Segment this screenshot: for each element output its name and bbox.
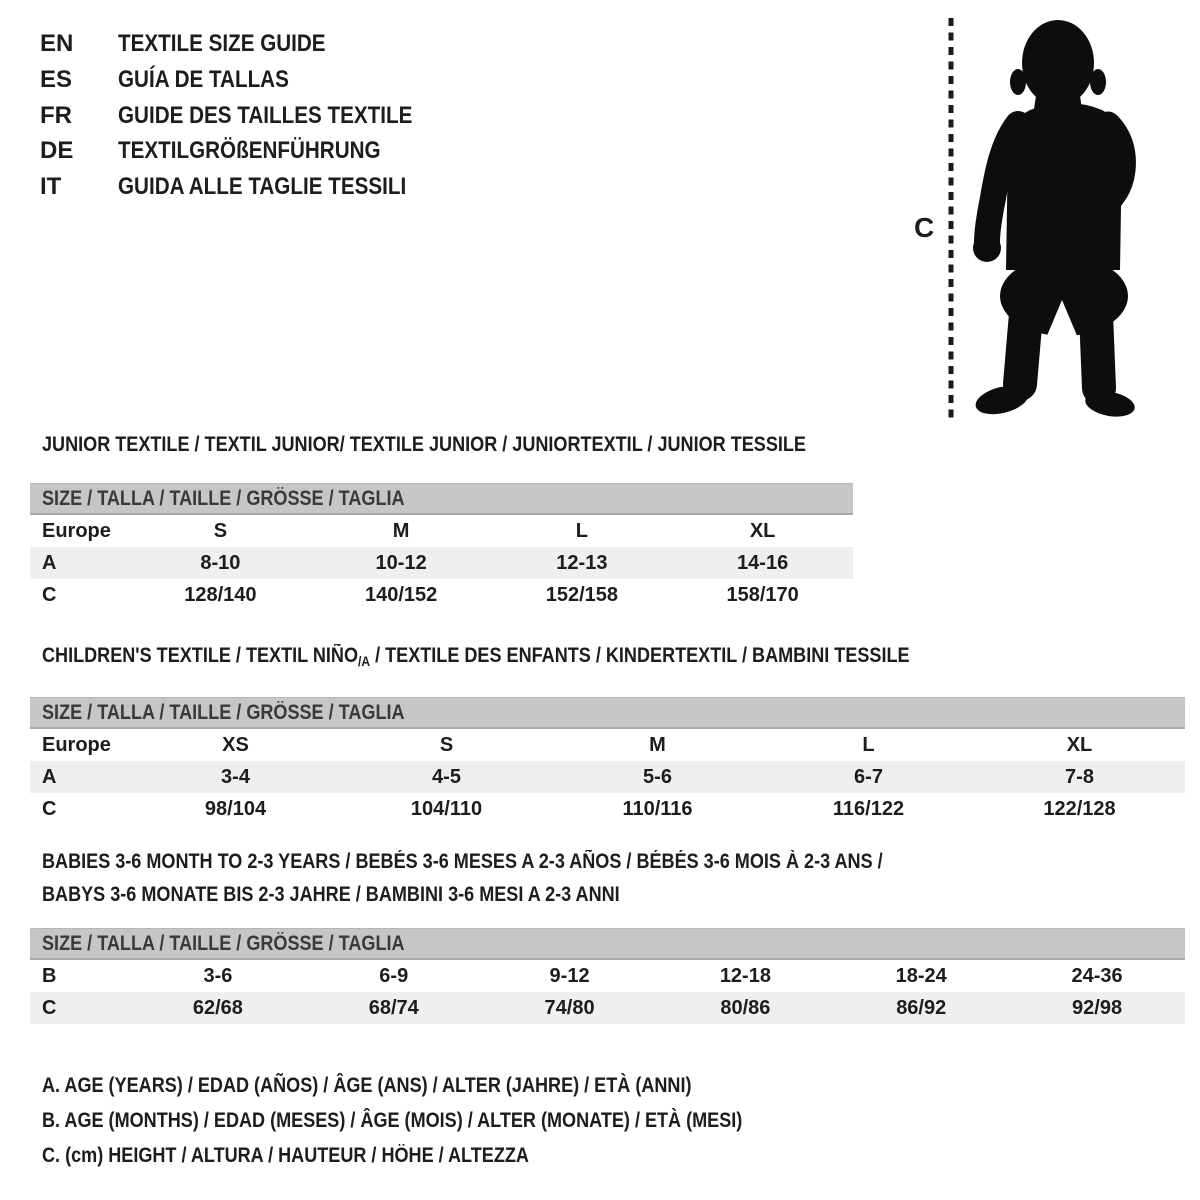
table-row [30,579,853,611]
junior-age-m: 10-12 [375,551,427,574]
babies-months-5: 18-24 [895,964,947,987]
junior-row-label-a: A [42,551,57,574]
table-row [30,729,1185,761]
junior-height-xl: 158/170 [726,583,799,606]
babies-months-3: 9-12 [549,964,590,987]
language-code-es: ES [40,65,73,93]
language-title-fr: GUIDE DES TAILLES TEXTILE [118,101,413,129]
childrens-height-xs: 98/104 [204,797,267,820]
junior-europe-m: M [392,519,410,542]
babies-row-label-c: C [42,996,57,1019]
junior-height-s: 128/140 [184,583,257,606]
nino-a-subscript: /A [358,653,371,669]
language-row-de [40,133,460,169]
junior-europe-l: L [575,519,588,542]
height-dashed-line [946,16,956,420]
babies-height-5: 86/92 [896,996,947,1019]
babies-size-header-bar: SIZE / TALLA / TAILLE / GRÖSSE / TAGLIA [30,928,1185,960]
junior-height-l: 152/158 [545,583,619,606]
legend-line-c: C. (cm) HEIGHT / ALTURA / HAUTEUR / HÖHE / ALTEZZA [42,1144,529,1167]
junior-age-l: 12-13 [556,551,608,574]
toddler-ear-left [1010,69,1026,95]
section-childrens-textile [30,643,1185,825]
language-title-en: TEXTILE SIZE GUIDE [118,30,326,57]
babies-size-table [30,960,1185,1024]
babies-row-label-b: B [42,964,57,987]
table-row [30,793,1185,825]
junior-size-table [30,515,853,611]
language-title-list [40,26,460,205]
language-code-fr: FR [40,101,72,129]
childrens-row-label-a: A [42,765,57,788]
childrens-height-xl: 122/128 [1043,797,1116,820]
table-row [30,547,853,579]
table-row [30,960,1185,992]
childrens-size-table [30,729,1185,825]
measurement-legend [42,1068,856,1173]
junior-europe-s: S [213,519,228,542]
childrens-europe-l: L [862,733,875,756]
childrens-row-label-c: C [42,797,57,820]
childrens-age-xs: 3-4 [221,765,250,788]
section-junior-textile [30,432,853,611]
babies-height-6: 92/98 [1072,996,1123,1019]
childrens-age-xl: 7-8 [1065,765,1094,788]
language-title-de: TEXTILGRÖßENFÜHRUNG [118,137,381,165]
childrens-europe-m: M [649,733,666,756]
toddler-leg-left [1020,314,1026,384]
childrens-age-m: 5-6 [643,765,672,788]
table-row [30,992,1185,1024]
childrens-height-l: 116/122 [832,797,905,820]
junior-height-m: 140/152 [364,583,438,606]
childrens-section-title: CHILDREN'S TEXTILE / TEXTIL NIÑO/A / TEXTILE DES ENFANTS / KINDERTEXTIL / BAMBINI TESSILE [42,644,910,669]
babies-months-2: 6-9 [379,964,409,987]
toddler-leg-right [1096,314,1099,388]
childrens-height-s: 104/110 [410,797,483,820]
childrens-age-l: 6-7 [854,765,883,788]
junior-size-header-bar: SIZE / TALLA / TAILLE / GRÖSSE / TAGLIA [30,483,853,515]
babies-section-title: BABIES 3-6 MONTH TO 2-3 YEARS / BEBÉS 3-6 MESES A 2-3 AÑOS / BÉBÉS 3-6 MOIS À 2-3 ANS / BABYS 3-6 MONATE BIS 2-3 JAHRE / BAMBINI 3-6 MESI A 2-3 ANNI [42,850,883,906]
language-code-en: EN [40,30,74,57]
legend-line-a: A. AGE (YEARS) / EDAD (AÑOS) / ÂGE (ANS) / ALTER (JAHRE) / ETÀ (ANNI) [42,1074,692,1097]
childrens-height-m: 110/116 [622,797,693,820]
language-row-it [40,169,460,205]
language-title-es: GUÍA DE TALLAS [118,65,289,93]
toddler-fist-left [973,234,1001,262]
toddler-head [1022,20,1094,106]
language-row-es [40,62,460,98]
language-row-en [40,26,460,62]
height-measure-label: C [914,212,935,243]
legend-line-b: B. AGE (MONTHS) / EDAD (MESES) / ÂGE (MOIS) / ALTER (MONATE) / ETÀ (MESI) [42,1109,743,1132]
junior-row-label-c: C [42,583,57,606]
babies-months-1: 3-6 [203,964,233,987]
junior-age-s: 8-10 [200,551,241,574]
babies-months-6: 24-36 [1071,964,1123,987]
language-row-fr [40,98,460,134]
babies-height-1: 62/68 [192,996,243,1019]
language-title-it: GUIDA ALLE TAGLIE TESSILI [118,173,407,201]
babies-height-2: 68/74 [368,996,419,1019]
junior-section-title: JUNIOR TEXTILE / TEXTIL JUNIOR/ TEXTILE JUNIOR / JUNIORTEXTIL / JUNIOR TESSILE [42,433,806,456]
babies-months-4: 12-18 [719,964,771,987]
junior-row-label-europe: Europe [42,519,111,542]
toddler-silhouette-icon [972,18,1134,420]
toddler-ear-right [1090,69,1106,95]
babies-height-3: 74/80 [544,996,595,1019]
junior-age-xl: 14-16 [737,551,789,574]
section-babies-textile [30,845,1185,1024]
babies-height-4: 80/86 [720,996,771,1019]
childrens-europe-s: S [439,733,454,756]
childrens-europe-xl: XL [1066,733,1093,756]
childrens-size-header-bar: SIZE / TALLA / TAILLE / GRÖSSE / TAGLIA [30,697,1185,729]
table-row [30,515,853,547]
language-code-de: DE [40,137,74,165]
language-code-it: IT [40,173,62,201]
table-row [30,761,1185,793]
junior-europe-xl: XL [749,519,776,542]
childrens-row-label-europe: Europe [42,733,111,756]
childrens-age-s: 4-5 [432,765,461,788]
childrens-europe-xs: XS [222,733,249,756]
